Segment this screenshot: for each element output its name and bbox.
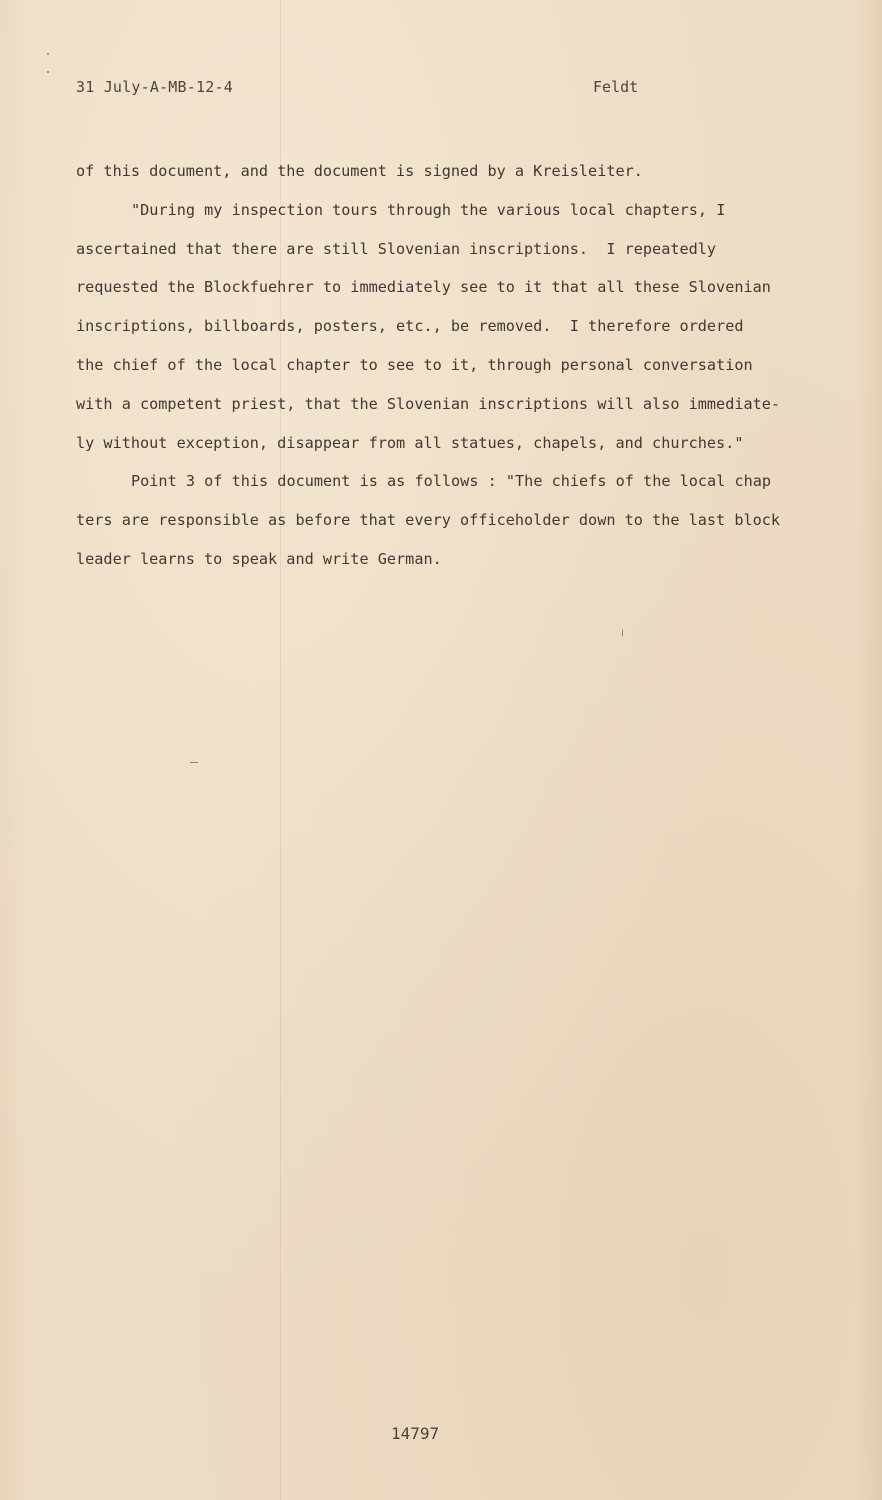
document-reference: 31 July-A-MB-12-4 [76, 78, 233, 96]
witness-name: Feldt [593, 78, 639, 96]
paper-speck [190, 762, 198, 763]
body-line: of this document, and the document is signed by a Kreisleiter. [76, 162, 643, 180]
paper-speck [622, 629, 623, 637]
body-line: inscriptions, billboards, posters, etc., be removed. I therefore ordered [76, 317, 744, 336]
page-number: 14797 [391, 1424, 440, 1443]
document-body [76, 152, 816, 579]
body-line: the chief of the local chapter to see to it, through personal conversation [76, 355, 753, 374]
body-line: "During my inspection tours through the various local chapters, I [131, 200, 726, 219]
paper-speck [47, 71, 49, 73]
paper-speck [47, 53, 49, 55]
body-line: ters are responsible as before that every officeholder down to the last block [76, 511, 781, 530]
body-line: with a competent priest, that the Slovenian inscriptions will also immediate- [76, 394, 781, 413]
body-line: ascertained that there are still Slovenian inscriptions. I repeatedly [76, 239, 717, 258]
body-line: Point 3 of this document is as follows : "The chiefs of the local chap [131, 472, 772, 491]
body-line: leader learns to speak and write German. [76, 549, 442, 568]
body-line: requested the Blockfuehrer to immediately see to it that all these Slovenian [76, 278, 771, 297]
body-line: ly without exception, disappear from all statues, chapels, and churches." [76, 433, 744, 452]
